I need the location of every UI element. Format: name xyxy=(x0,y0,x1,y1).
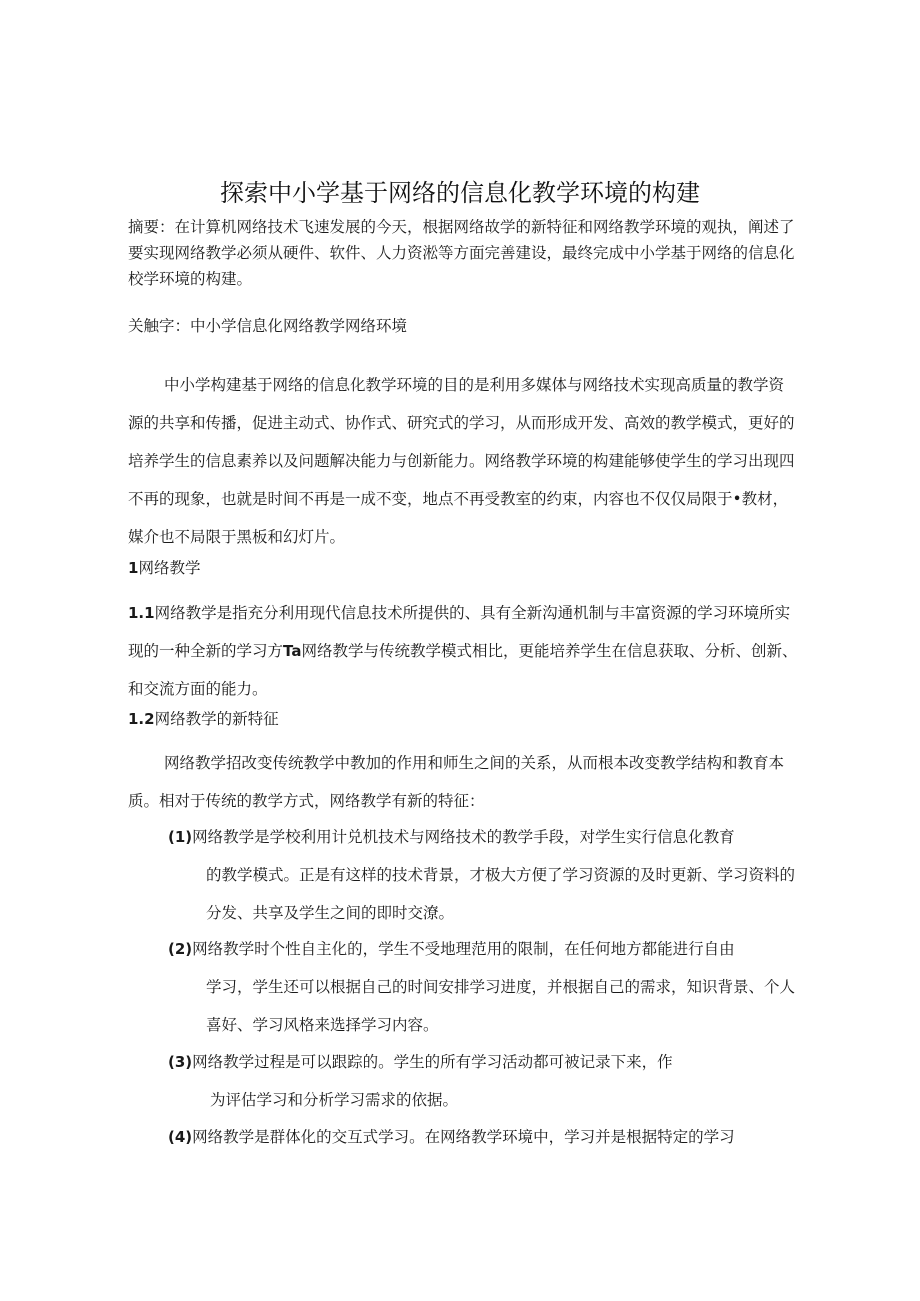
list-item-first-line: 网络教学时个性自主化的，学生不受地理范用的限制，在任何地方都能进行自由 xyxy=(192,940,735,958)
section-1-1-text-a: 网络教学是指充分利用现代信息技术所提供的、具有全新沟通机制与丰富资源的学习环境所实现的一种全新的学习方 xyxy=(128,604,791,660)
section-1-1-ta: Ta xyxy=(283,642,302,660)
list-item-first-line: 网络教学是群体化的交互式学习。在网络教学环境中，学习并是根据特定的学习 xyxy=(192,1128,735,1146)
list-item-first-line: 网络教学过程是可以跟踪的。学生的所有学习活动都可被记录下来，作 xyxy=(192,1053,673,1071)
page-title: 探索中小学基于网络的信息化教学环境的构建 xyxy=(220,179,700,207)
section-1-2-title: 网络教学的新特征 xyxy=(154,710,279,728)
section-1-1-number: 1.1 xyxy=(128,604,155,622)
list-item xyxy=(168,1118,798,1156)
list-item-number: (3) xyxy=(168,1053,193,1071)
section-1-heading xyxy=(128,555,798,581)
list-item-number: (2) xyxy=(168,940,193,958)
list-item xyxy=(168,1043,798,1119)
keywords-line: 关触字：中小学信息化网络教学网络环境 xyxy=(128,317,408,335)
section-1-2-heading xyxy=(128,706,798,732)
section-1-2-number: 1.2 xyxy=(128,710,155,728)
section-1-1-text-b: 网络教学与传统教学模式相比，更能培养学生在信息获取、分析、创新、和交流方面的能力。 xyxy=(128,642,798,698)
list-item-first-line: 网络教学是学校利用计兑机技术与网络技术的教学手段，对学生实行信息化教育 xyxy=(192,828,735,846)
section-1-1-paragraph xyxy=(128,594,798,708)
section-1-2-paragraph: 网络教学招改变传统教学中教加的作用和师生之间的关系，从而根本改变教学结构和教育本质。相对于传统的教学方式，网络教学有新的特征： xyxy=(128,754,785,810)
list-item-continuation: 学习，学生还可以根据自己的时间安排学习进度，并根据自己的需求，知识背景、个人喜好、学习风格来选择学习内容。 xyxy=(206,978,796,1034)
list-item xyxy=(168,930,798,1044)
list-item xyxy=(168,818,798,932)
list-item-continuation: 为评估学习和分析学习需求的依据。 xyxy=(210,1091,459,1109)
list-item-number: (1) xyxy=(168,828,193,846)
section-1-number: 1 xyxy=(128,559,139,577)
intro-paragraph: 中小学构建基于网络的信息化教学环境的目的是利用多媒体与网络技术实现高质量的教学资源的共享和传播，促进主动式、协作式、研究式的学习，从而形成开发、高效的教学模式，更好的培养学生的信息素养以及问题解决能力与创新能力。网络教学环境的构建能够使学生的学习出现四不再的现象，也就是时间不再是一成不变，地点不再受教室的约束，内容也不仅仅局限于•教材，媒介也不局限于黑板和幻灯片。 xyxy=(128,376,795,546)
list-item-number: (4) xyxy=(168,1128,193,1146)
section-1-title: 网络教学 xyxy=(138,559,201,577)
abstract-paragraph: 摘要：在计算机网络技术飞速发展的今天，根据网络故学的新特征和网络教学环境的观执，阐述了要实现网络教学必须从硬件、软件、人力资淞等方面完善建设，最终完成中小学基于网络的信息化校学环境的构建。 xyxy=(128,218,795,288)
list-item-continuation: 的教学模式。正是有这样的技术背景，才极大方便了学习资源的及时更新、学习资料的分发、共享及学生之间的即时交潦。 xyxy=(206,866,796,922)
